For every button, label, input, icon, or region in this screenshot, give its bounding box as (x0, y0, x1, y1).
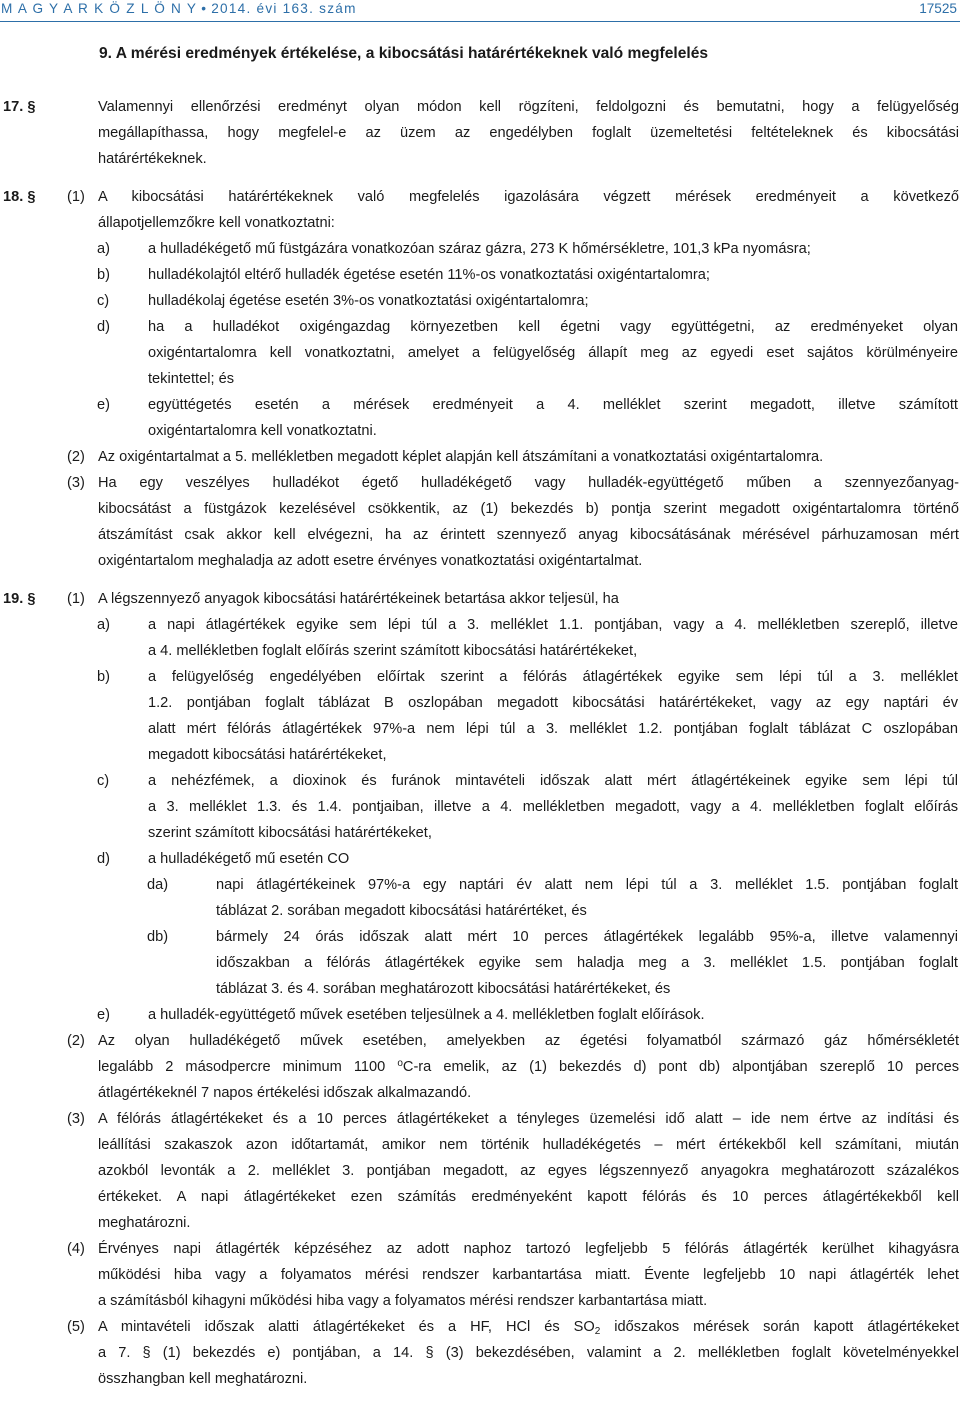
text-line: működési hiba vagy a folyamatos mérési rendszer karbantartása miatt. Évente legfeljebb 10 napi átlagérték lehet (98, 1267, 959, 1283)
subitem-letter: db) (147, 929, 169, 945)
text-line: kibocsátást a füstgázok kezelésével csökkentik, az (1) bekezdés b) pontja szerint megadott oxigéntartalomra történő (98, 501, 959, 517)
text-line: oxigéntartalomra kell vonatkoztatni, amelyet a felügyelőség állapít meg az egyedi eset sajátos körülményeire (148, 345, 958, 361)
text-line: Érvényes napi átlagérték képzéséhez az adott naphoz tartozó legfeljebb 5 félórás átlagérték kerülhet kihagyásra (98, 1241, 959, 1257)
paragraph-number: 19. § (3, 591, 36, 607)
section-title: 9. A mérési eredmények értékelése, a kibocsátási határértékeknek való megfelelés (99, 45, 709, 62)
subsection-label: (2) (67, 449, 85, 465)
paragraph-number: 18. § (3, 189, 36, 205)
text-line: a számításból kihagyni működési hiba vagy a folyamatos mérési rendszer karbantartása miatt. (98, 1293, 708, 1309)
issue-number: 2014. évi 163. szám (211, 1, 357, 16)
text-line: megállapíthassa, hogy megfelel-e az üzem az engedélyben foglalt üzemeltetési feltételeknek és kibocsátási (98, 125, 959, 141)
text-line: a 3. melléklet 1.3. és 1.4. pontjaiban, illetve a 4. mellékletben megadott, vagy a 4. mellékletben foglalt előírás (148, 799, 958, 815)
item-letter: b) (97, 669, 110, 685)
header-bullet: • (201, 1, 208, 16)
text-line: bármely 24 órás időszak alatt mért 10 perces átlagértékek legalább 95%-a, illetve valamennyi (216, 929, 958, 945)
text-line: ha a hulladékot oxigéngazdag környezetben kell égetni vagy együttégetni, az eredményeket olyan (148, 319, 958, 335)
text-line: táblázat 2. sorában megadott kibocsátási határértéket, és (216, 903, 587, 919)
text-fragment: A mintavételi időszak alatti átlagértékeket és a HF, HCl és SO (98, 1319, 595, 1335)
item-letter: e) (97, 397, 110, 413)
text-line: oxigéntartalom meghaladja az adott esetre érvényes vonatkoztatási oxigéntartalmat. (98, 553, 643, 569)
subsection-label: (1) (67, 189, 85, 205)
text-line: Valamennyi ellenőrzési eredményt olyan módon kell rögzíteni, feldolgozni és bemutatni, hogy a felügyelőség (98, 99, 959, 115)
text-line: azokból levonták a 2. melléklet 3. pontjában megadott, az egyes légszennyező anyagokra meghatározott százalékos (98, 1163, 959, 1179)
text-line: hulladékolajtól eltérő hulladék égetése esetén 11%-os vonatkoztatási oxigéntartalomra; (148, 267, 710, 283)
text-line: leállítási szakaszok azon időtartamát, amikor nem történik hulladékégetés – mért értékekből kell számítani, miután (98, 1137, 959, 1153)
paragraph-18 (0, 184, 960, 574)
text-line: összhangban kell meghatározni. (98, 1371, 308, 1387)
text-line: a hulladék-együttégető művek esetében teljesülnek a 4. mellékletben foglalt előírások. (148, 1007, 705, 1023)
text-line: Ha egy veszélyes hulladékot égető hulladékégető vagy hulladék-együttégető műben a szennyezőanyag- (98, 475, 959, 491)
text-line: A légszennyező anyagok kibocsátási határértékeinek betartása akkor teljesül, ha (98, 591, 619, 607)
text-line: a felügyelőség engedélyében előírtak szerint a félórás átlagértékek egyike sem lépi túl a 3. melléklet (148, 669, 958, 685)
subsection-label: (1) (67, 591, 85, 607)
item-letter: a) (97, 241, 110, 257)
item-letter: e) (97, 1007, 110, 1023)
text-line: értékeket. A napi átlagértékeket ezen számítás eredményeként kapott félórás és 10 perces átlagértékekből kell (98, 1189, 959, 1205)
subsection-label: (2) (67, 1033, 85, 1049)
text-fragment: legalább 2 másodpercre minimum 1100 (98, 1059, 398, 1075)
text-line: oxigéntartalomra kell vonatkoztatni. (148, 423, 377, 439)
text-line: megadott kibocsátási határértékeket, (148, 747, 387, 763)
paragraph-number: 17. § (3, 99, 36, 115)
text-line (98, 1054, 959, 1080)
item-letter: c) (97, 293, 110, 309)
paragraph-19 (0, 586, 960, 1392)
subsection-label: (5) (67, 1319, 85, 1335)
document-body (0, 94, 960, 1392)
so2-subscript: 2 (594, 1326, 601, 1337)
text-line: időszakban a félórás átlagértékek egyike sem haladja meg a 3. melléklet 1.5. pontjában foglalt (216, 955, 958, 971)
text-line: állapotjellemzőkre kell vonatkoztatni: (98, 215, 335, 231)
text-line: Az oxigéntartalmat a 5. mellékletben megadott képlet alapján kell átszámítani a vonatkoztatási oxigéntartalomra. (98, 449, 824, 465)
item-letter: d) (97, 851, 110, 867)
subsection-label: (3) (67, 475, 85, 491)
text-line: A kibocsátási határértékeknek való megfelelés igazolására végzett mérések eredményeit a következő (98, 189, 959, 205)
text-fragment: időszakos mérések során kapott átlagértékeket (600, 1319, 959, 1335)
item-letter: c) (97, 773, 110, 789)
degree-superscript: o (397, 1058, 403, 1069)
text-line: a hulladékégető mű esetén CO (148, 851, 350, 867)
text-line: napi átlagértékeinek 97%-a egy naptári év alatt nem lépi túl a 3. melléklet 1.5. pontjában foglalt (216, 877, 958, 893)
item-letter: b) (97, 267, 110, 283)
text-line: hulladékolaj égetése esetén 3%-os vonatkoztatási oxigéntartalomra; (148, 293, 589, 309)
text-fragment: C-ra emelik, az (1) bekezdés d) pont db) alpontjában szereplő 10 perces (402, 1059, 960, 1075)
subitem-letter: da) (147, 877, 169, 893)
text-line: átszámítást csak akkor kell elvégezni, ha az érintett szennyező anyag kibocsátásának mérésével párhuzamosan mért (98, 527, 959, 543)
page-header (0, 0, 960, 24)
text-line: meghatározni. (98, 1215, 191, 1231)
header-rule (0, 21, 960, 22)
text-line: határértékeknek. (98, 151, 207, 167)
item-letter: a) (97, 617, 110, 633)
publication-name: M A G Y A R K Ö Z L Ö N Y (1, 1, 198, 16)
text-line: alatt mért félórás átlagértékek 97%-a nem lépi túl a 3. melléklet 1.2. pontjában foglalt táblázat C oszlopában (148, 721, 958, 737)
text-line: A félórás átlagértékeket és a 10 perces átlagértékeket a tényleges üzemelési idő alatt – ide nem értve az indítási és (98, 1111, 959, 1127)
text-line: táblázat 3. és 4. sorában meghatározott kibocsátási határértékeket, és (216, 981, 671, 997)
text-line: 1.2. pontjában foglalt táblázat B oszlopában megadott kibocsátási határértékeket, vagy az egy naptári év (148, 695, 958, 711)
text-line: szerint számított kibocsátási határértékeket, (148, 825, 432, 841)
text-line: a 7. § (1) bekezdés e) pontjában, a 14. § (3) bekezdésében, valamint a 2. mellékletben foglalt követelményekkel (98, 1345, 959, 1361)
text-line: tekintettel; és (148, 371, 234, 387)
text-line: átlagértékeknél 7 napos értékelési időszak alkalmazandó. (98, 1085, 472, 1101)
text-line: a hulladékégető mű füstgázára vonatkozóan száraz gázra, 273 K hőmérsékletre, 101,3 kPa nyomásra; (148, 241, 811, 257)
text-line: a 4. mellékletben foglalt előírás szerint számított kibocsátási határértékeket, (148, 643, 638, 659)
text-line (98, 1314, 959, 1340)
item-letter: d) (97, 319, 110, 335)
paragraph-17 (0, 94, 960, 172)
text-line: Az olyan hulladékégető művek esetében, amelyekben az égetési folyamatból származó gáz hőmérsékletét (98, 1033, 959, 1049)
text-line: együttégetés esetén a mérések eredményeit a 4. melléklet szerint megadott, illetve számított (148, 397, 958, 413)
text-line: a napi átlagértékek egyike sem lépi túl a 3. melléklet 1.1. pontjában, vagy a 4. mellékletben szereplő, illetve (148, 617, 958, 633)
text-line: a nehézfémek, a dioxinok és furánok mintavételi időszak alatt mért átlagértékeinek egyike sem lépi túl (148, 773, 958, 789)
header-publication-line (1, 1, 357, 16)
page-number: 17525 (919, 1, 957, 16)
subsection-label: (3) (67, 1111, 85, 1127)
subsection-label: (4) (67, 1241, 85, 1257)
